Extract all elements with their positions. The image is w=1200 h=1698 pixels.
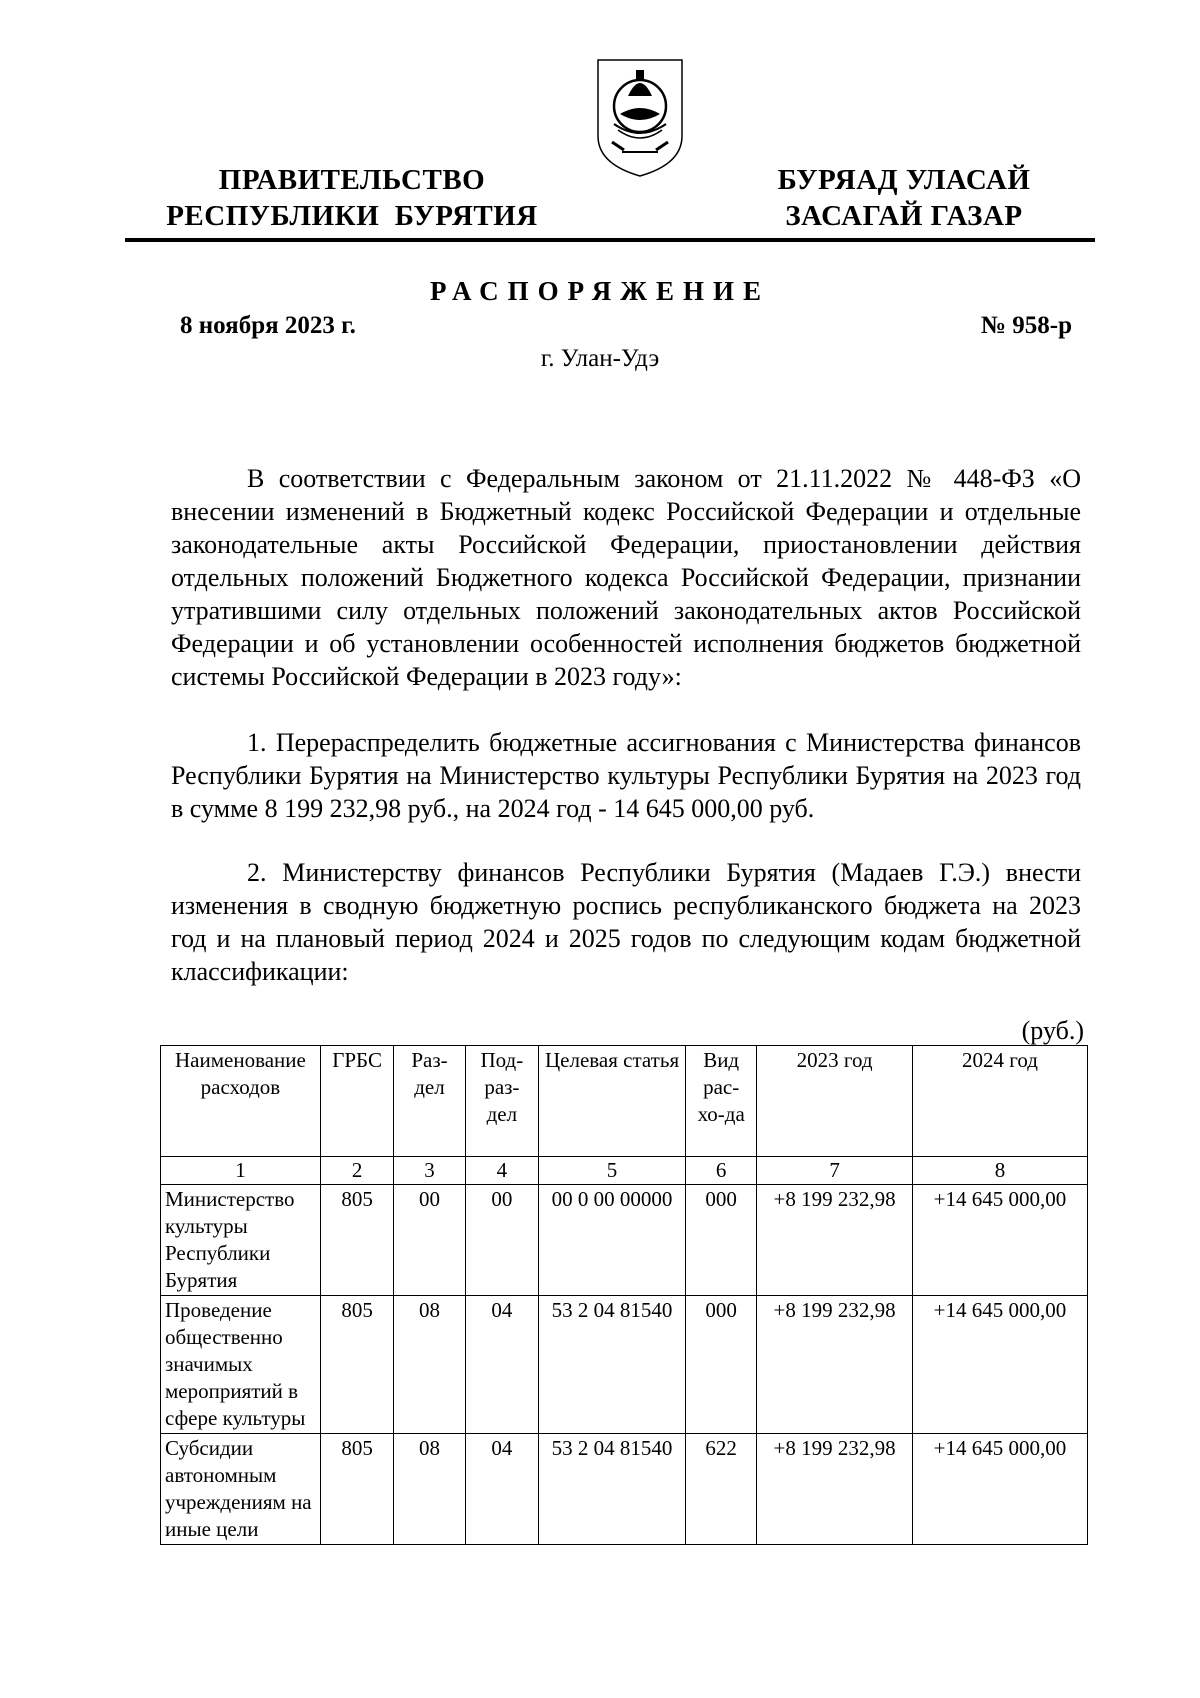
government-name-ru-line1: ПРАВИТЕЛЬСТВО xyxy=(218,164,486,196)
header-cell-section: Раз-дел xyxy=(394,1046,465,1157)
column-number: 3 xyxy=(394,1157,465,1185)
row-section: 00 xyxy=(394,1185,465,1296)
column-number: 6 xyxy=(686,1157,757,1185)
row-expense-type: 000 xyxy=(686,1296,757,1434)
government-name-bua-line2: ЗАСАГАЙ ГАЗАР xyxy=(785,200,1023,232)
government-name-bua xyxy=(758,162,1050,234)
item-2-paragraph: 2. Министерству финансов Республики Бурятия (Мадаев Г.Э.) внести изменения в сводную бюджетную роспись республиканского бюджета на 2023 год и на плановый период 2024 и 2025 годов по следующим кодам бюджетной классификации: xyxy=(171,858,1081,986)
row-subsection: 04 xyxy=(465,1296,538,1434)
row-name: Субсидии автономным учреждениям на иные цели xyxy=(161,1434,321,1545)
table-row xyxy=(161,1434,1088,1545)
document-title: РАСПОРЯЖЕНИЕ xyxy=(429,276,771,306)
row-amount-2023: +8 199 232,98 xyxy=(757,1434,913,1545)
column-number: 7 xyxy=(757,1157,913,1185)
preamble-paragraph: В соответствии с Федеральным законом от 21.11.2022 № 448-ФЗ «О внесении изменений в Бюджетный кодекс Российской Федерации и отдельные законодательные акты Российской Федерации, приостановлении действия отдельных положений Бюджетного кодекса Российской Федерации, признании утратившими силу отдельных положений законодательных актов Российской Федерации и об установлении особенностей исполнения бюджетов бюджетной системы Российской Федерации в 2023 году»: xyxy=(171,464,1081,691)
header-cell-subsection: Под-раз-дел xyxy=(465,1046,538,1157)
coat-of-arms-emblem xyxy=(592,56,688,180)
header-divider xyxy=(125,238,1095,242)
table-unit-label: (руб.) xyxy=(1021,1016,1084,1045)
row-subsection: 00 xyxy=(465,1185,538,1296)
column-number: 8 xyxy=(912,1157,1087,1185)
row-grbs: 805 xyxy=(320,1185,393,1296)
row-section: 08 xyxy=(394,1296,465,1434)
row-target-article: 53 2 04 81540 xyxy=(539,1434,686,1545)
row-name: Министерство культуры Республики Бурятия xyxy=(161,1185,321,1296)
government-name-ru-line2: РЕСПУБЛИКИ БУРЯТИЯ xyxy=(166,200,538,232)
row-section: 08 xyxy=(394,1434,465,1545)
column-number-row xyxy=(161,1157,1088,1185)
header-cell-target-article: Целевая статья xyxy=(539,1046,686,1157)
header-cell-2023: 2023 год xyxy=(757,1046,913,1157)
row-amount-2024: +14 645 000,00 xyxy=(912,1296,1087,1434)
column-number: 1 xyxy=(161,1157,321,1185)
row-grbs: 805 xyxy=(320,1296,393,1434)
item-1-paragraph: 1. Перераспределить бюджетные ассигнования с Министерства финансов Республики Бурятия на Министерство культуры Республики Бурятия на 2023 год в сумме 8 199 232,98 руб., на 2024 год - 14 645 000,00 руб. xyxy=(171,728,1081,823)
header-cell-name: Наименование расходов xyxy=(161,1046,321,1157)
document-date: 8 ноября 2023 г. xyxy=(180,312,356,339)
row-target-article: 00 0 00 00000 xyxy=(539,1185,686,1296)
header-cell-grbs: ГРБС xyxy=(320,1046,393,1157)
column-number: 4 xyxy=(465,1157,538,1185)
document-number: № 958-р xyxy=(980,312,1072,339)
government-name-bua-line1: БУРЯАД УЛАСАЙ xyxy=(777,164,1031,196)
table-header-row xyxy=(161,1046,1088,1157)
row-name: Проведение общественно значимых мероприятий в сфере культуры xyxy=(161,1296,321,1434)
row-target-article: 53 2 04 81540 xyxy=(539,1296,686,1434)
row-grbs: 805 xyxy=(320,1434,393,1545)
row-amount-2024: +14 645 000,00 xyxy=(912,1434,1087,1545)
header-cell-2024: 2024 год xyxy=(912,1046,1087,1157)
row-amount-2024: +14 645 000,00 xyxy=(912,1185,1087,1296)
table-row xyxy=(161,1185,1088,1296)
row-subsection: 04 xyxy=(465,1434,538,1545)
header-cell-expense-type: Вид рас-хо-да xyxy=(686,1046,757,1157)
budget-table xyxy=(160,1045,1088,1545)
row-expense-type: 000 xyxy=(686,1185,757,1296)
document-city: г. Улан-Удэ xyxy=(540,345,660,372)
row-expense-type: 622 xyxy=(686,1434,757,1545)
government-name-ru xyxy=(160,162,544,234)
row-amount-2023: +8 199 232,98 xyxy=(757,1296,913,1434)
row-amount-2023: +8 199 232,98 xyxy=(757,1185,913,1296)
table-row xyxy=(161,1296,1088,1434)
column-number: 2 xyxy=(320,1157,393,1185)
column-number: 5 xyxy=(539,1157,686,1185)
